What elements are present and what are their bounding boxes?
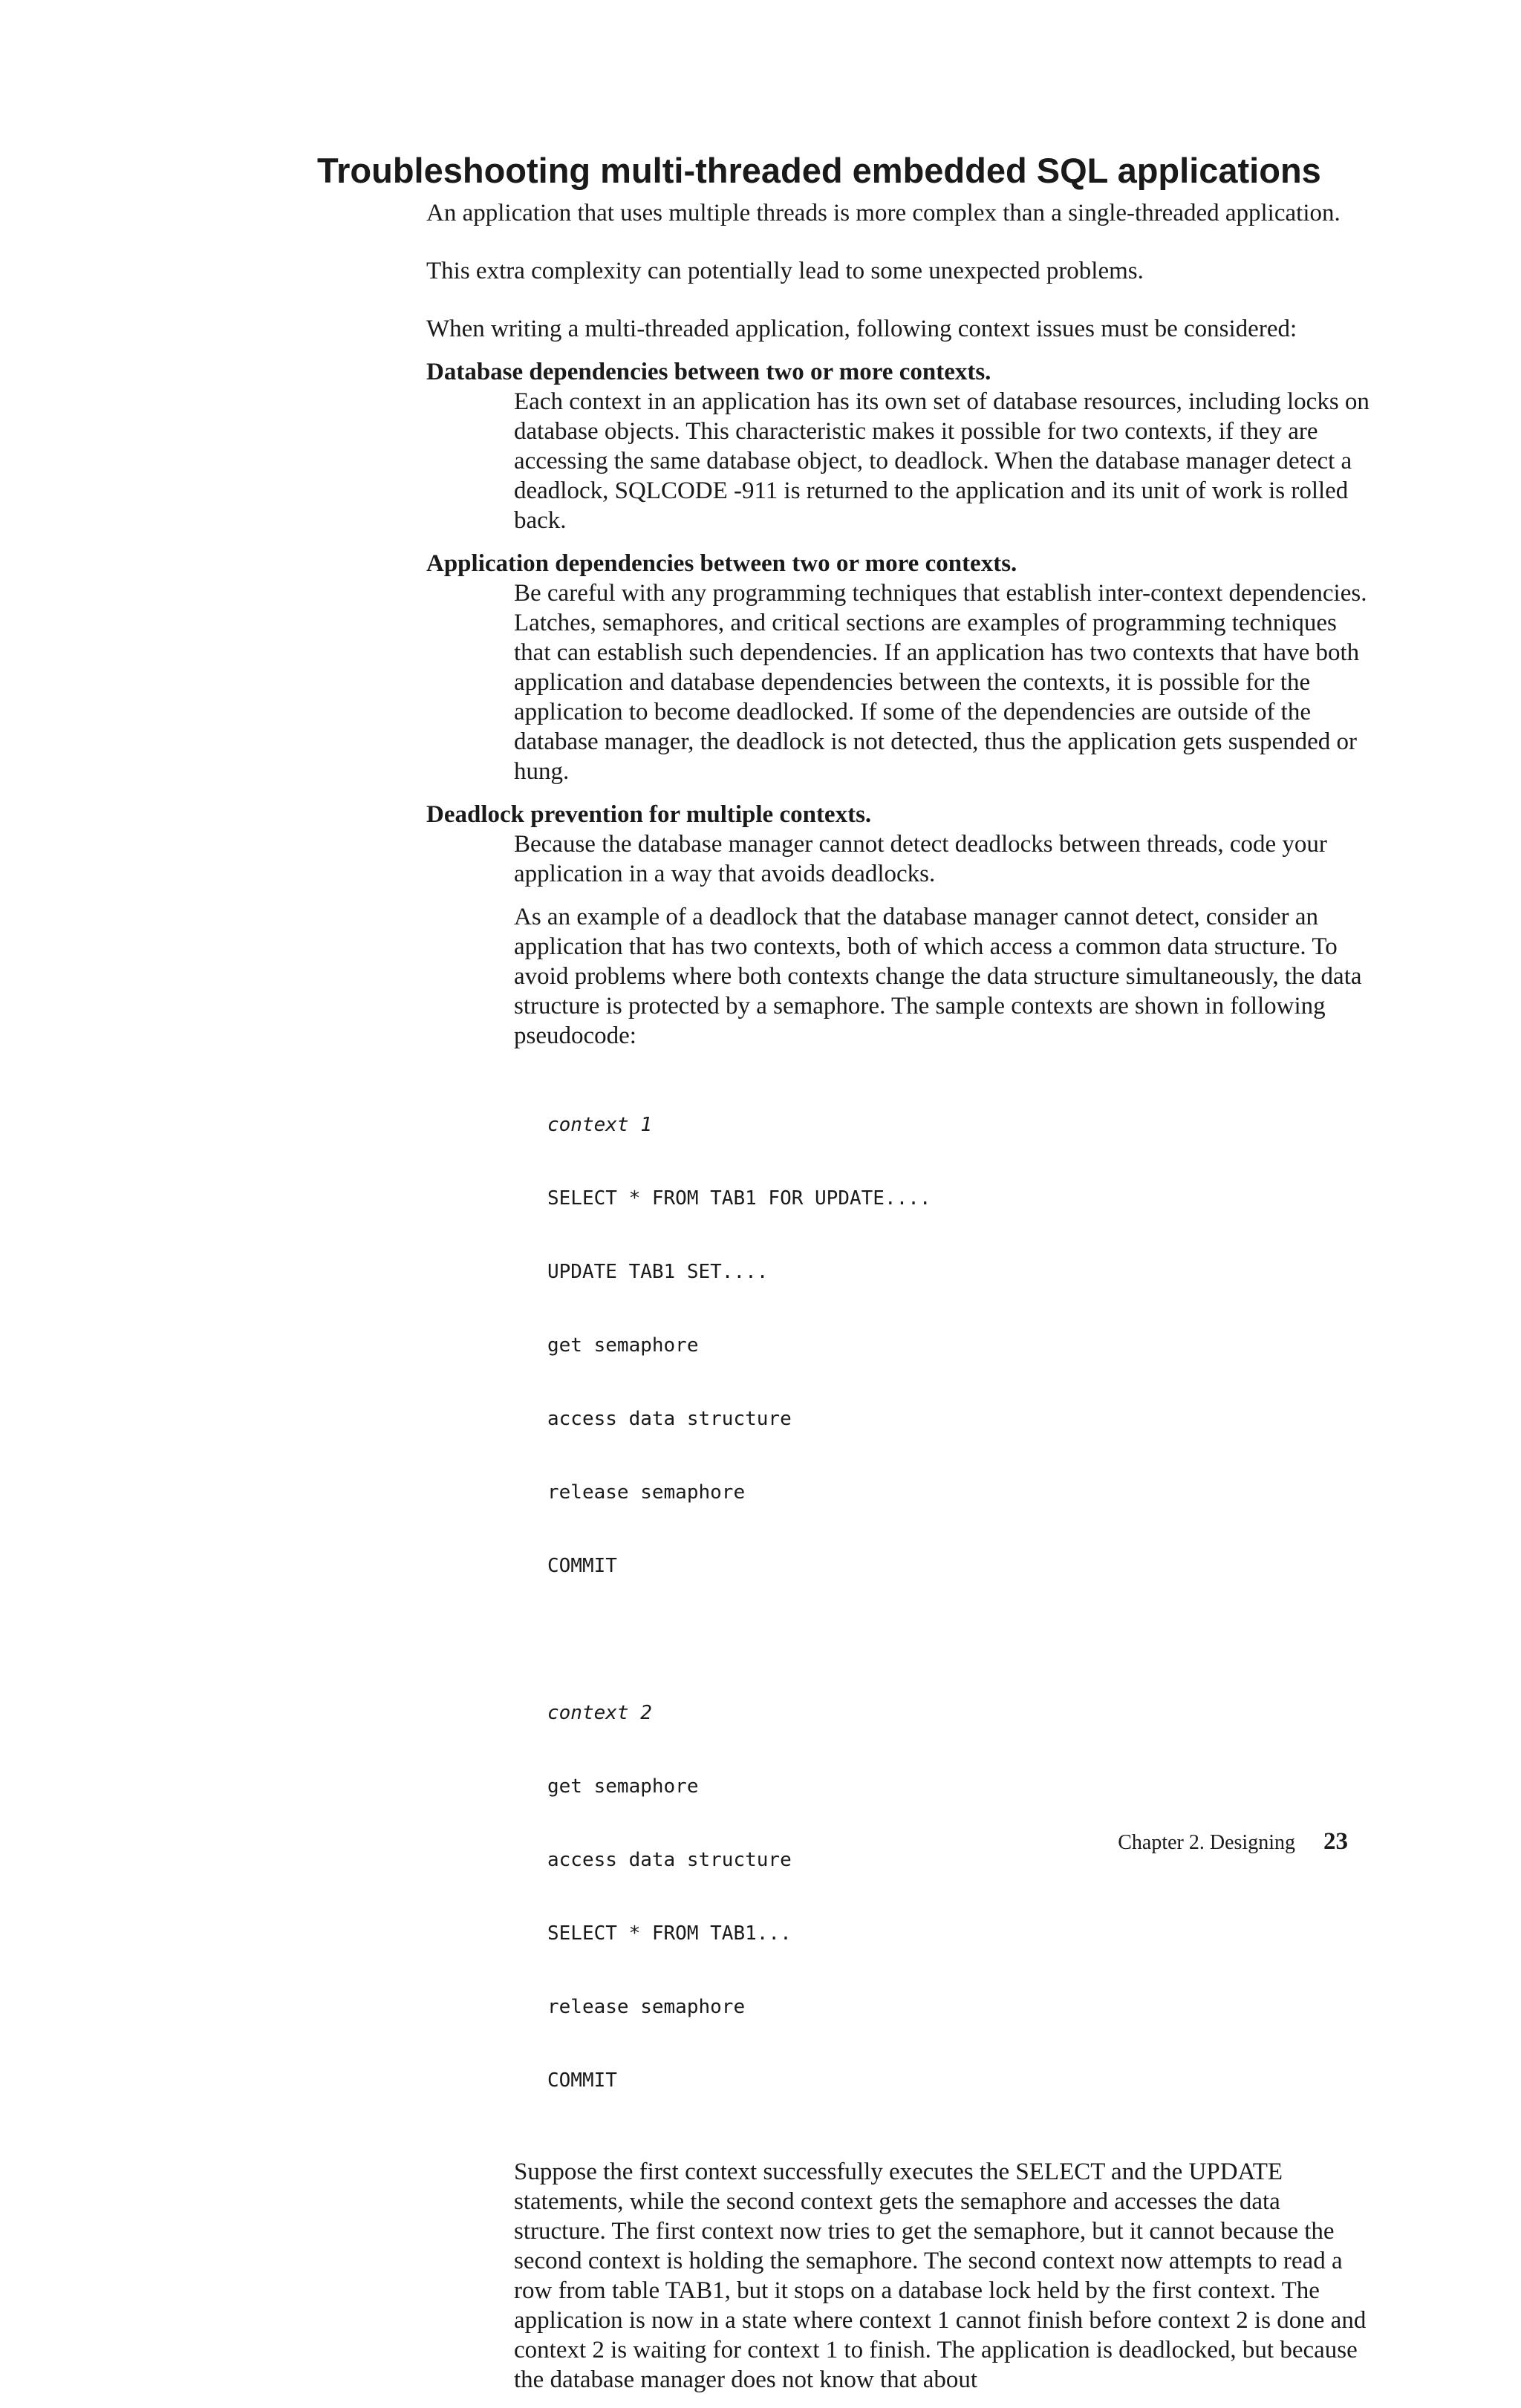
code-spacer <box>547 1628 1377 1652</box>
code-line: COMMIT <box>547 2069 617 2092</box>
issue-paragraph: Each context in an application has its own set of database resources, including locks on database objects. This characteristic makes it possible for two contexts, if they are accessing the same database object, to deadlock. When the database manager detect a deadlock, SQLCODE -911 is returned to the application and its unit of work is rolled back. <box>514 388 1369 534</box>
footer-chapter-title: Chapter 2. Designing <box>1118 1831 1295 1854</box>
page-footer <box>1118 1827 1348 1858</box>
code-line: SELECT * FROM TAB1... <box>547 1922 792 1945</box>
intro-paragraph-1: An application that uses multiple threads is more complex than a single-threaded application. <box>426 200 1341 226</box>
code-context-label: context 2 <box>547 1702 652 1724</box>
code-line: get semaphore <box>547 1334 699 1357</box>
code-context-label: context 1 <box>547 1114 652 1136</box>
code-line: release semaphore <box>547 1996 746 2018</box>
code-line: UPDATE TAB1 SET.... <box>547 1261 769 1283</box>
intro-paragraph-3: When writing a multi-threaded application, following context issues must be considered: <box>426 316 1297 342</box>
section-body <box>426 198 1377 2408</box>
code-line: release semaphore <box>547 1481 746 1504</box>
footer-page-number: 23 <box>1323 1828 1348 1855</box>
issue-paragraph: Suppose the first context successfully executes the SELECT and the UPDATE statements, while the second context gets the semaphore and accesses the data structure. The first context now tries to get the semaphore, but it cannot because the second context is holding the semaphore. The second context now attempts to read a row from table TAB1, but it stops on a database lock held by the first context. The application is now in a state where context 1 cannot finish before context 2 is done and context 2 is waiting for context 1 to finish. The application is deadlocked, but because the database manager does not know that about <box>514 2159 1367 2393</box>
issue-paragraph: Because the database manager cannot detect deadlocks between threads, code your application in a way that avoids deadlocks. <box>514 831 1327 887</box>
issue-paragraph: As an example of a deadlock that the database manager cannot detect, consider an application that has two contexts, both of which access a common data structure. To avoid problems where both contexts change the data structure simultaneously, the data structure is protected by a semaphore. The sample contexts are shown in following pseudocode: <box>514 904 1362 1049</box>
code-line: get semaphore <box>547 1775 699 1798</box>
code-line: COMMIT <box>547 1555 617 1577</box>
code-line: access data structure <box>547 1849 792 1871</box>
issue-paragraph: Be careful with any programming techniques that establish inter-context dependencies. Latches, semaphores, and critical sections are examples of programming techniques that can establish such dependencies. If an application has two contexts that have both application and database dependencies between the contexts, it is possible for the application to become deadlocked. If some of the dependencies are outside of the database manager, the deadlock is not detected, thus the application gets suspended or hung. <box>514 580 1367 785</box>
code-line: SELECT * FROM TAB1 FOR UPDATE.... <box>547 1187 931 1210</box>
issue-term-application-dependencies: Application dependencies between two or more contexts. <box>426 550 1017 577</box>
pseudocode-block <box>547 1064 1377 2142</box>
issue-definition-deadlock-prevention <box>514 829 1377 2395</box>
code-line: access data structure <box>547 1408 792 1430</box>
issue-definition-application-dependencies <box>514 578 1377 786</box>
context-issues-list <box>426 357 1377 2395</box>
issue-term-database-dependencies: Database dependencies between two or more contexts. <box>426 359 991 385</box>
issue-term-deadlock-prevention: Deadlock prevention for multiple contexts. <box>426 801 872 828</box>
intro-paragraph-2: This extra complexity can potentially lead to some unexpected problems. <box>426 258 1144 284</box>
section-heading: Troubleshooting multi-threaded embedded SQL applications <box>317 151 1321 190</box>
issue-definition-database-dependencies <box>514 387 1377 535</box>
